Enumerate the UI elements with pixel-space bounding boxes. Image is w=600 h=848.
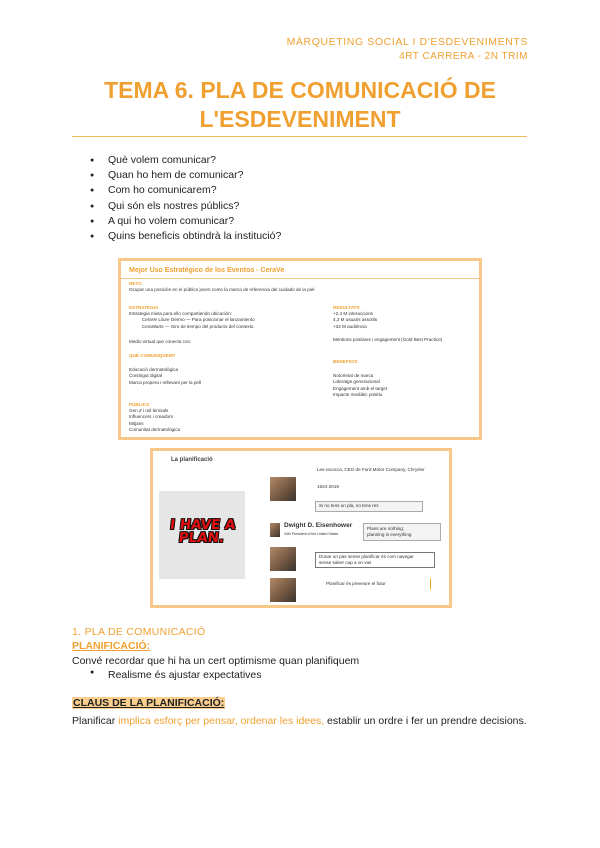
quote3-box <box>315 552 435 568</box>
i-have-a-plan-sign <box>159 491 245 579</box>
quote1-text: Si no tens un pla, no tens res <box>319 503 379 508</box>
estrategia-text: Estrategia mixta para ello compartiendo ubicación: CeraVe Lliure Dermo — Para posicionar el lanzamiento CeraWarts — Giro de tiempo del producto del contexto <box>129 311 255 329</box>
planning-image <box>150 448 452 608</box>
strategy-title-rule <box>121 278 479 279</box>
quote1-author: Lee Iacocca, CEO de Ford Motor Company, Chrysler <box>317 467 425 472</box>
sign-text: I HAVE A PLAN. <box>169 517 237 546</box>
portrait-photo <box>270 477 296 501</box>
list-item: ● Realisme és ajustar expectatives <box>90 669 262 681</box>
section-subheading: PLANIFICACIÓ: <box>72 640 151 652</box>
estrategia-text-2: Medio virtual que conecta con. <box>129 339 192 344</box>
quote2-name: Dwight D. Eisenhower <box>284 522 353 529</box>
quote2-box <box>363 523 441 541</box>
term-header: 4RT CARRERA - 2N TRIM <box>399 51 528 62</box>
portrait-photo <box>270 578 296 602</box>
publics-text: Gen Z i mil·lennials Influencers i creadors Mitjans Comunitat dermatològica <box>129 408 181 432</box>
planning-title: La planificació <box>171 457 213 463</box>
quote3-text: Donar un pas sense planificar és com navegar sense saber cap a on vas <box>319 554 414 565</box>
resultats-text: +2,4 M interaccions 4,3 M usuaris assolits +32 M audiència <box>333 311 378 329</box>
list-item: ● Quins beneficis obtindrà la institució? <box>90 229 281 244</box>
strategy-image <box>118 258 482 440</box>
estrategia-label: ESTRATEGIA <box>129 305 159 310</box>
title-line-1: TEMA 6. PLA DE COMUNICACIÓ DE <box>104 77 496 103</box>
quote4-text: Planificar és preveure el futur <box>326 581 386 586</box>
strategy-title: Mejor Uso Estratégico de los Eventos - CeraVe <box>129 267 285 274</box>
list-item: ● Què volem comunicar? <box>90 153 281 168</box>
claus-heading: CLAUS DE LA PLANIFICACIÓ: <box>73 697 225 709</box>
beneficis-text: Notorietat de marca Lideratge generacional Engagement amb el target Impacte mediàtic positiu <box>333 373 388 397</box>
beneficis-label: BENEFICIS <box>333 359 358 364</box>
title-divider <box>72 136 527 137</box>
quote1-date: 1924-2019 <box>317 484 339 489</box>
quote4-box <box>315 578 431 590</box>
quote2-text: Plans are nothing; planning is everything <box>367 526 412 537</box>
reto-label: RETO <box>129 281 142 286</box>
claus-text-3: establir un ordre i fer un prendre decisions. <box>324 715 527 727</box>
quote2-subtitle: 34th President of the United States <box>284 532 339 536</box>
realism-list <box>90 669 262 681</box>
list-item: ● Qui són els nostres públics? <box>90 199 281 214</box>
course-header: MÀRQUETING SOCIAL I D'ESDEVENIMENTS <box>286 36 528 48</box>
resultats-label: RESULTATS <box>333 305 360 310</box>
list-item: ● Quan ho hem de comunicar? <box>90 168 281 183</box>
title-line-2: L'ESDEVENIMENT <box>199 106 401 132</box>
list-item: ● A qui ho volem comunicar? <box>90 214 281 229</box>
resultats-text-2: Mentions positives i engagement (Gold Best Practice) <box>333 337 443 342</box>
claus-paragraph <box>72 713 527 729</box>
publics-label: PÚBLICS <box>129 402 150 407</box>
claus-text-highlight: implica esforç per pensar, ordenar les idees, <box>118 715 325 727</box>
paragraph: Convé recordar que hi ha un cert optimisme quan planifiquem <box>72 655 360 667</box>
questions-list <box>90 153 281 244</box>
reto-text: Ocupar una posición en el público joven como la marca de referencia del cuidado de la piel <box>129 287 315 292</box>
list-item: ● Com ho comunicarem? <box>90 183 281 198</box>
portrait-photo <box>270 547 296 571</box>
claus-text-1: Planificar <box>72 715 119 727</box>
page-title <box>72 76 528 134</box>
section-heading: 1. PLA DE COMUNICACIÓ <box>72 626 206 638</box>
portrait-photo <box>270 523 280 537</box>
que-comuniquem-label: QUÉ COMUNIQUEM? <box>129 353 176 358</box>
que-comuniquem-text: Educació dermatològica Contingut digital Marca propera i rellevant per la pell <box>129 367 202 385</box>
quote1-box <box>315 501 423 512</box>
